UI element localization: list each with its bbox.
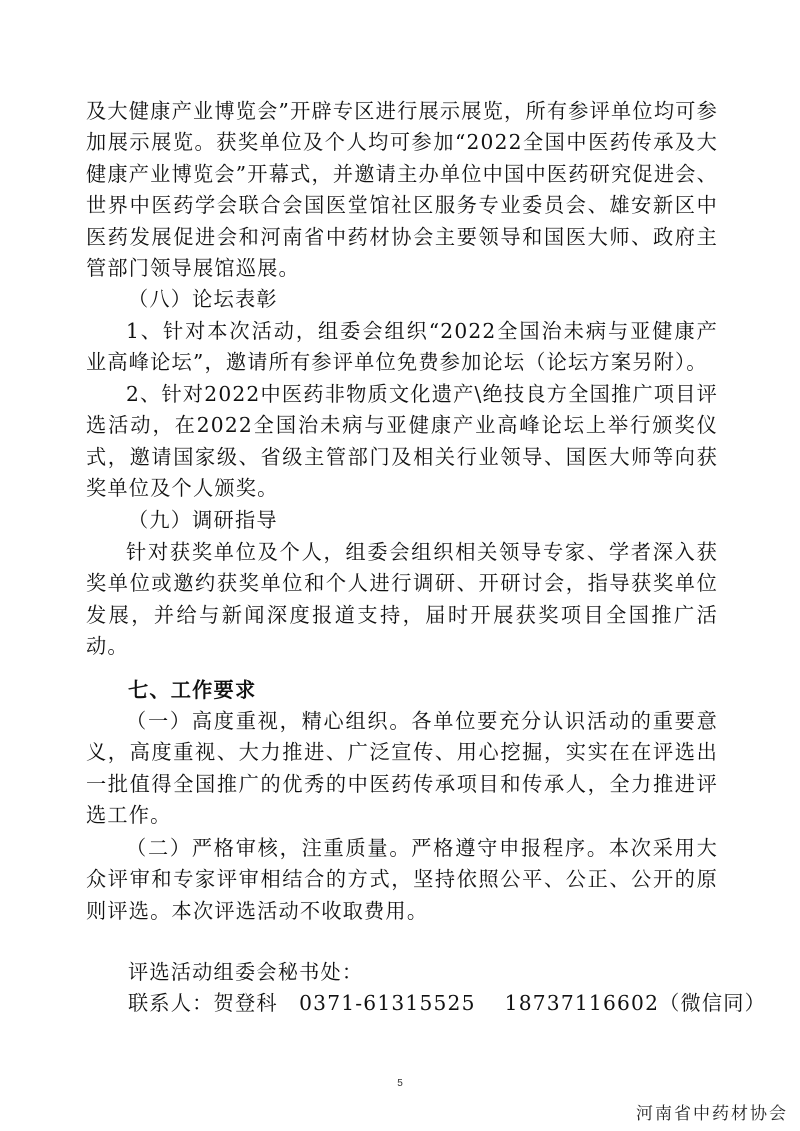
footer-organization: 河南省中药材协会: [636, 1104, 788, 1124]
section-heading-research: （九）调研指导: [128, 508, 278, 532]
contact-line: 联系人：贺登科 0371-61315525 18737116602（微信同）: [128, 991, 767, 1015]
research-paragraph: 针对获奖单位及个人，组委会组织相关领导专家、学者深入获奖单位或邀约获奖单位和个人进行调研、开研讨会，指导获奖单位发展，并给与新闻深度报道支持，届时开展获奖项目全国推广活动。: [86, 540, 718, 659]
forum-item-2: 2、针对2022中医药非物质文化遗产\绝技良方全国推广项目评选活动，在2022全国治未病与亚健康产业高峰论坛上举行颁奖仪式，邀请国家级、省级主管部门及相关行业领导、国医大师等向获奖单位及个人颁奖。: [86, 382, 718, 501]
section-heading-forum: （八）论坛表彰: [128, 287, 278, 311]
section-heading-requirements: 七、工作要求: [128, 678, 257, 702]
requirement-1: （一）高度重视，精心组织。各单位要充分认识活动的重要意义，高度重视、大力推进、广泛宣传、用心挖掘，实实在在评选出一批值得全国推广的优秀的中医药传承项目和传承人，全力推进评选工作。: [86, 709, 718, 828]
requirement-2: （二）严格审核，注重质量。严格遵守申报程序。本次采用大众评审和专家评审相结合的方式，坚持依照公平、公正、公开的原则评选。本次评选活动不收取费用。: [86, 836, 718, 923]
page-number: 5: [397, 1078, 403, 1089]
paragraph-expo: 及大健康产业博览会”开辟专区进行展示展览，所有参评单位均可参加展示展览。获奖单位及个人均可参加“2022全国中医药传承及大健康产业博览会”开幕式，并邀请主办单位中国中医药研究促进会、世界中医药学会联合会国医堂馆社区服务专业委员会、雄安新区中医药发展促进会和河南省中药材协会主要领导和国医大师、政府主管部门领导展馆巡展。: [86, 99, 718, 281]
contact-office: 评选活动组委会秘书处：: [128, 960, 364, 984]
forum-item-1: 1、针对本次活动，组委会组织“2022全国治未病与亚健康产业高峰论坛”，邀请所有参评单位免费参加论坛（论坛方案另附）。: [86, 319, 718, 375]
